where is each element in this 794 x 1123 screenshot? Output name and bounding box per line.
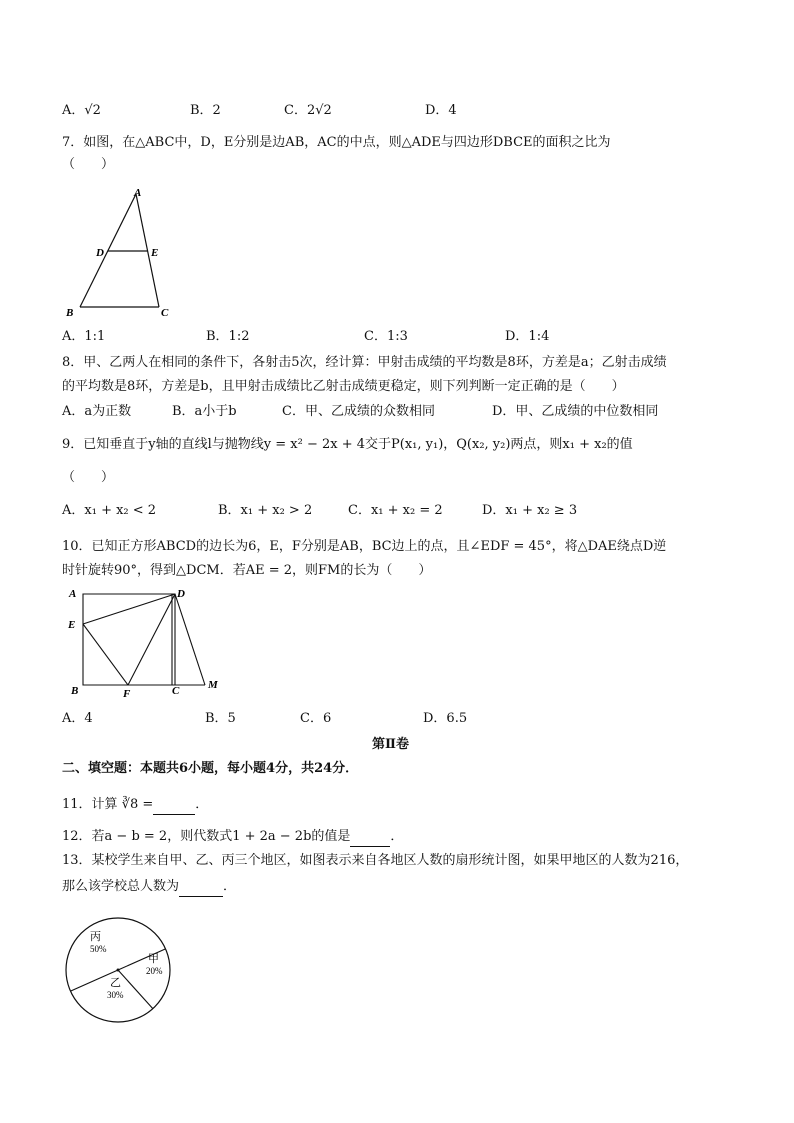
- q10-option-b: B．5: [205, 711, 236, 726]
- pie-percent-bing: 50%: [90, 944, 107, 954]
- part-2-heading: 二、填空题：本题共6小题，每小题4分，共24分．: [62, 761, 359, 776]
- q13-line1: 13．某校学生来自甲、乙、丙三个地区，如图表示来自各地区人数的扇形统计图，如果甲地区的人数为216，: [62, 853, 689, 868]
- segment-de: [83, 594, 175, 624]
- segment-ef: [83, 624, 128, 685]
- label-f: F: [123, 688, 131, 700]
- q11-prefix: 11．计算 ∛8 =: [62, 797, 154, 812]
- q7-stem: 7．如图，在△ABC中，D，E分别是边AB，AC的中点，则△ADE与四边形DBCE的面积之比为: [62, 135, 611, 150]
- q9-option-b: B．x₁ + x₂ > 2: [218, 503, 313, 518]
- q10-line1: 10．已知正方形ABCD的边长为6，E，F分别是AB，BC边上的点，且∠EDF = 45°，将△DAE绕点D逆: [62, 539, 667, 554]
- q7-option-b: B．1:2: [206, 329, 250, 344]
- q8-option-a: A．a为正数: [62, 404, 132, 419]
- q7-option-a: A．1:1: [62, 329, 106, 344]
- q8-line2: 的平均数是8环，方差是b，且甲射击成绩比乙射击成绩更稳定，则下列判断一定正确的是（ ）: [62, 379, 625, 394]
- q8-option-d: D．甲、乙成绩的中位数相同: [492, 404, 659, 419]
- q11-answer-blank[interactable]: [153, 796, 195, 815]
- q12: [62, 828, 403, 847]
- q10-option-a: A．4: [62, 711, 93, 726]
- q13-line2: [62, 878, 236, 897]
- q10-square-figure: [62, 584, 232, 704]
- q7-option-d: D．1:4: [505, 329, 550, 344]
- q8-line1: 8．甲、乙两人在相同的条件下，各射击5次，经计算：甲射击成绩的平均数是8环，方差是a；乙射击成绩: [62, 355, 667, 370]
- label-d: D: [96, 247, 104, 259]
- section-2-title: 第Ⅱ卷: [372, 737, 409, 752]
- q13-answer-blank[interactable]: [179, 878, 223, 897]
- segment-dm: [175, 594, 205, 685]
- q7-option-c: C．1:3: [364, 329, 408, 344]
- q9-paren: （ ）: [62, 470, 115, 485]
- segment-df: [128, 594, 175, 685]
- square-abcd: [83, 594, 175, 685]
- label-a: A: [134, 187, 142, 199]
- q7-triangle-figure: [62, 182, 192, 322]
- q8-option-b: B．a小于b: [172, 404, 237, 419]
- q13-line2-prefix: 那么该学校总人数为: [62, 879, 180, 894]
- label-e: E: [68, 619, 76, 631]
- q6-option-b: B．2: [190, 103, 221, 118]
- q12-prefix: 12．若a − b = 2，则代数式1 + 2a − 2b的值是: [62, 829, 351, 844]
- q9-option-c: C．x₁ + x₂ = 2: [348, 503, 443, 518]
- label-c: C: [161, 307, 169, 319]
- q12-answer-blank[interactable]: [350, 828, 390, 847]
- q13-line2-suffix: ．: [223, 879, 237, 894]
- q10-option-d: D．6.5: [423, 711, 468, 726]
- label-c: C: [172, 685, 180, 697]
- pie-percent-yi: 30%: [107, 990, 124, 1000]
- q7-paren: （ ）: [62, 157, 115, 172]
- q12-suffix: ．: [390, 829, 404, 844]
- q11: [62, 796, 208, 815]
- q10-line2: 时针旋转90°，得到△DCM．若AE = 2，则FM的长为（ ）: [62, 563, 432, 578]
- label-e: E: [151, 247, 159, 259]
- pie-label-jia: 甲: [148, 953, 159, 965]
- pie-label-bing: 丙: [90, 931, 101, 943]
- label-a: A: [69, 588, 77, 600]
- q13-pie-chart: [62, 914, 174, 1026]
- q6-option-a: A．√2: [62, 103, 101, 118]
- pie-center-dot: [117, 969, 120, 972]
- q8-option-c: C．甲、乙成绩的众数相同: [282, 404, 435, 419]
- label-b: B: [71, 685, 79, 697]
- q9-stem: 9．已知垂直于y轴的直线l与抛物线y = x² − 2x + 4交于P(x₁, y₁)，Q(x₂, y₂)两点，则x₁ + x₂的值: [62, 437, 633, 452]
- q6-option-c: C．2√2: [284, 103, 332, 118]
- label-d: D: [177, 588, 185, 600]
- label-m: M: [208, 679, 218, 691]
- q9-option-d: D．x₁ + x₂ ≥ 3: [482, 503, 578, 518]
- q11-suffix: ．: [195, 797, 209, 812]
- q6-option-d: D．4: [425, 103, 457, 118]
- pie-percent-jia: 20%: [146, 966, 163, 976]
- q9-option-a: A．x₁ + x₂ < 2: [62, 503, 157, 518]
- q10-option-c: C．6: [300, 711, 332, 726]
- label-b: B: [66, 307, 74, 319]
- pie-label-yi: 乙: [110, 977, 121, 989]
